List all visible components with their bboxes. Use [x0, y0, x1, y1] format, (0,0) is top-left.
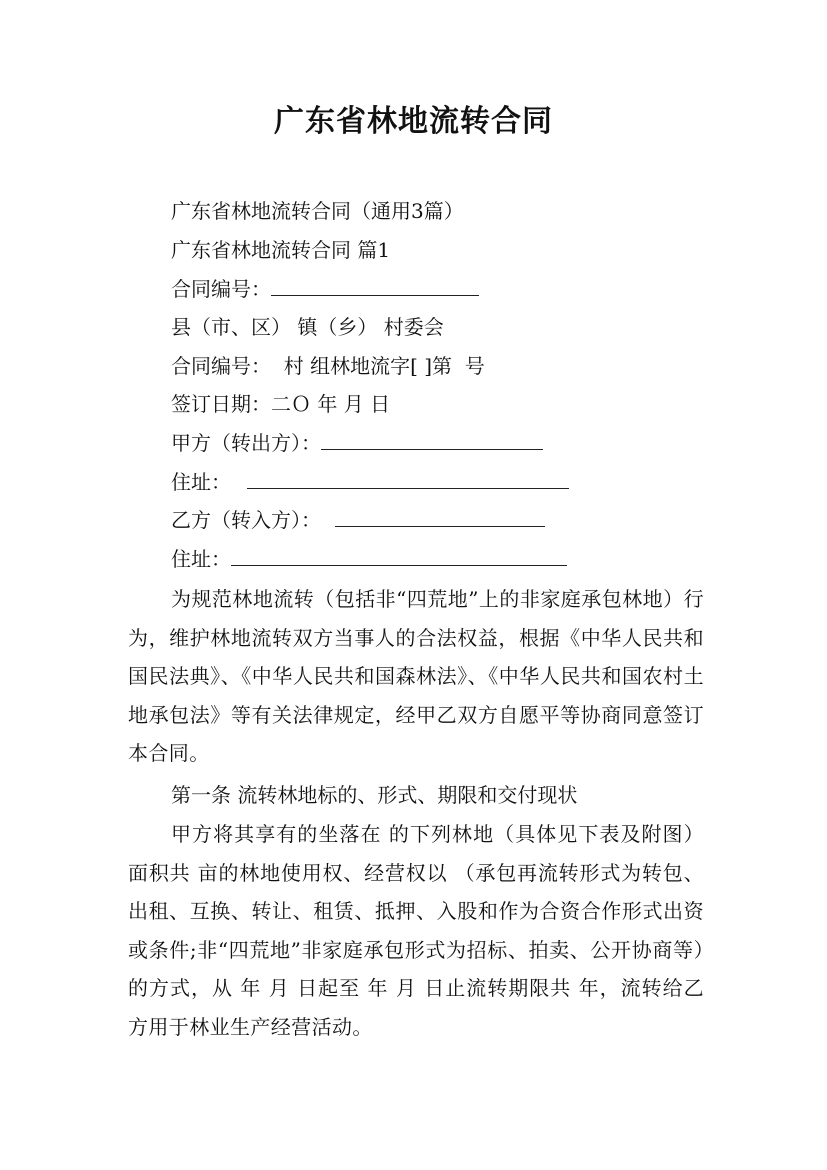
party-a-row [171, 429, 543, 457]
article-1-body: 甲方将其享有的坐落在 的下列林地（具体见下表及附图）面积共 亩的林地使用权、经营权以 （承包再流转形式为转包、出租、互换、转让、租赁、抵押、入股和作为合资合作形式出资或条件;非“四荒地”非家庭承包形式为招标、拍卖、公开协商等）的方式，从 年 月 日起至 年 月 日止流转期限共 年，流转给乙方用于林业生产经营活动。 [128, 822, 704, 1039]
contract-number-detail: 合同编号： 村 组林地流字[ ]第 号 [171, 354, 485, 378]
address-a-blank [247, 468, 569, 489]
party-a-blank [321, 429, 543, 450]
party-b-label: 乙方（转入方）： [171, 508, 321, 532]
party-a-label: 甲方（转出方）： [171, 431, 321, 455]
document-title: 广东省林地流转合同 [274, 104, 553, 139]
party-b-row [171, 506, 545, 534]
document-subtitle: 广东省林地流转合同（通用3篇） [171, 199, 464, 223]
part-heading: 广东省林地流转合同 篇1 [171, 238, 391, 262]
sign-date: 签订日期：二Ｏ 年 月 日 [171, 392, 391, 416]
preamble-paragraph: 为规范林地流转（包括非“四荒地”上的非家庭承包林地）行为，维护林地流转双方当事人的合法权益，根据《中华人民共和国民法典》、《中华人民共和国森林法》、《中华人民共和国农村土地承包法》等有关法律规定，经甲乙双方自愿平等协商同意签订本合同。 [128, 587, 704, 765]
contract-number-row [171, 275, 479, 303]
address-b-blank [231, 545, 567, 566]
contract-number-blank [271, 275, 479, 296]
address-a-label: 住址： [171, 470, 231, 494]
county-line: 县（市、区） 镇（乡） 村委会 [171, 315, 444, 339]
contract-number-label: 合同编号： [171, 277, 271, 301]
address-a-row [171, 468, 569, 496]
party-b-blank [335, 506, 545, 527]
address-b-row [171, 545, 567, 573]
address-b-label: 住址： [171, 547, 231, 571]
article-1-heading: 第一条 流转林地标的、形式、期限和交付现状 [171, 783, 578, 807]
